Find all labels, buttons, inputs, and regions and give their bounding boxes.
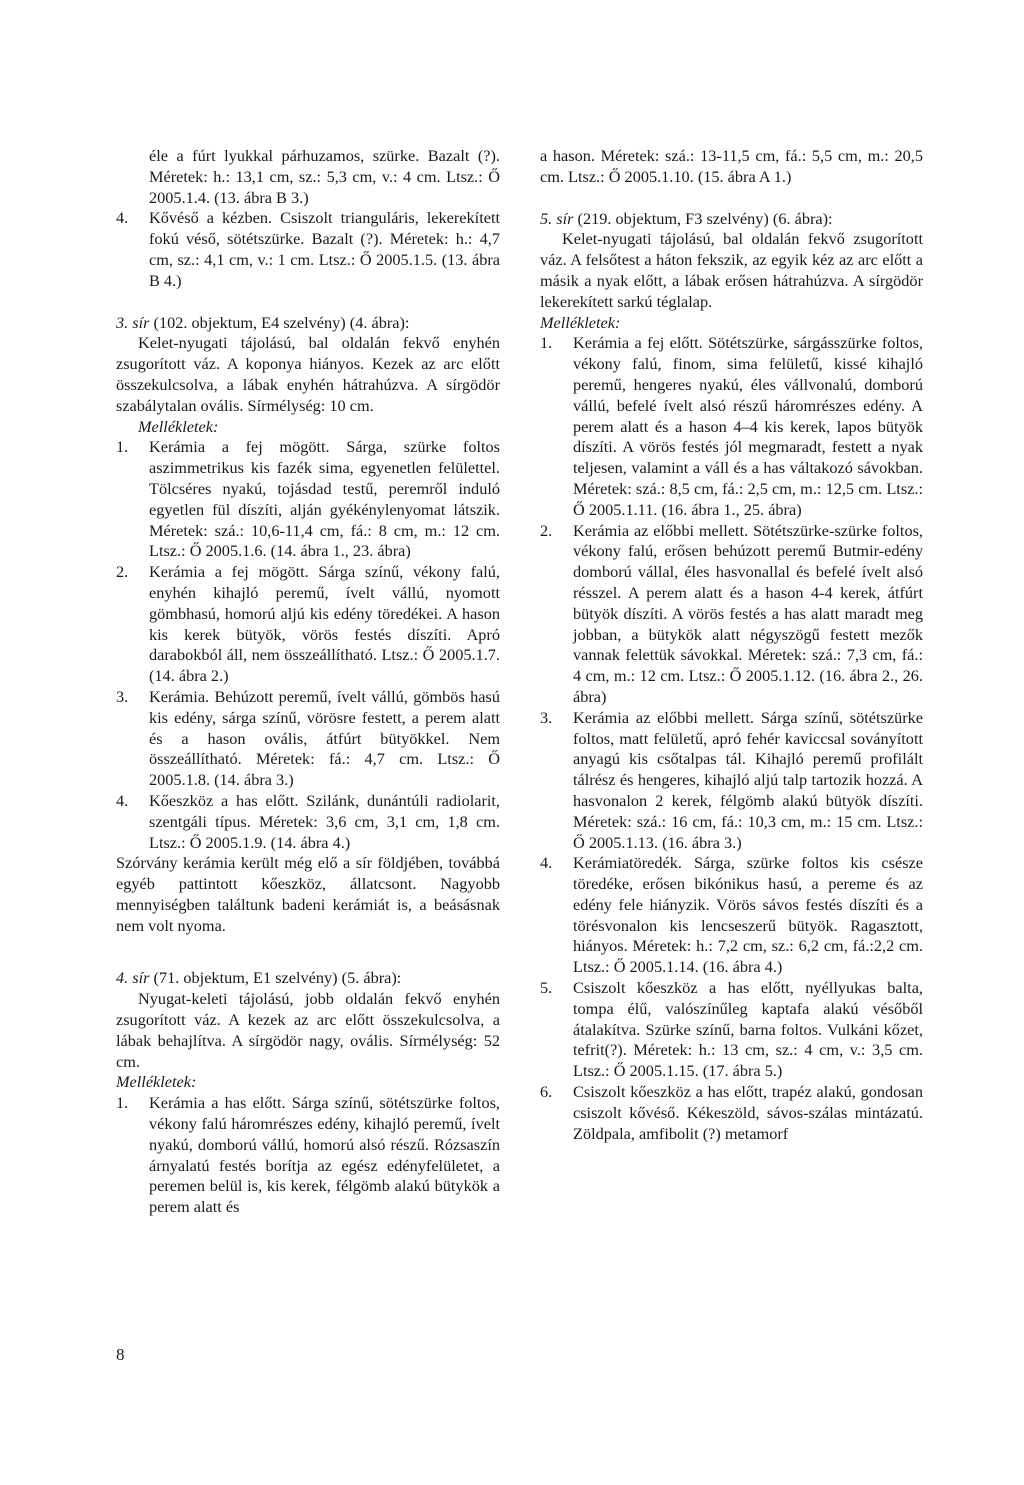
grave-5-heading: [540, 209, 923, 230]
item-text: Kerámia. Behúzott peremű, ívelt vállú, gömbös hasú kis edény, sárga színű, vörösre festett, a perem alatt és a hason ovális, átfúrt bütyökkel. Nem összeállítható. Méretek: fá.: 4,7 cm. Ltsz.: Ő 2005.1.8. (14. ábra 3.): [149, 686, 500, 790]
grave-3-description: Kelet-nyugati tájolású, bal oldalán fekvő enyhén zsugorított váz. A koponya hiányos. Kezek az arc előtt összekulcsolva, a lábak enyhén hátrahúzva. A sírgödör szabálytalan ovális. Sírmélység: 10 cm.: [116, 333, 500, 415]
grave-5-mellekletek-label: Mellékletek:: [540, 312, 621, 332]
item-number: 4.: [116, 208, 129, 228]
item-number: 4.: [540, 853, 553, 873]
grave-3-mellekletek-label: Mellékletek:: [138, 416, 219, 436]
list-item: [116, 437, 500, 562]
item-number: 1.: [116, 437, 129, 457]
list-item: [540, 333, 923, 520]
item-number: 3.: [116, 686, 129, 706]
item-text: Kerámiatöredék. Sárga, szürke foltos kis csésze töredéke, erősen bikónikus hasú, a pereme és az edény fele hiányzik. Vörös sávos festés díszíti és a törésvonalon kis lencseszerű bütyök. Ragasztott, hiányos. Méretek: h.: 7,2 cm, sz.: 6,2 cm, fá.:2,2 cm. Ltsz.: Ő 2005.1.14. (16. ábra 4.): [573, 853, 923, 977]
item-text: Csiszolt kőeszköz a has előtt, trapéz alakú, gondosan csiszolt kővéső. Kékeszöld, sávos-szálas mintázatú. Zöldpala, amfibolit (?) metamorf: [573, 1082, 923, 1143]
grave-4-title: 4. sír: [116, 968, 150, 988]
list-item: [540, 521, 923, 708]
item-text: Kővéső a kézben. Csiszolt trianguláris, lekerekített fokú véső, sötétszürke. Bazalt (?). Méretek: h.: 4,7 cm, sz.: 4,1 cm, v.: 1 cm. Ltsz.: Ő 2005.1.5. (13. ábra B 4.): [149, 208, 500, 290]
list-item: [116, 687, 500, 791]
grave-3-heading-rest: (102. objektum, E4 szelvény) (4. ábra):: [149, 312, 410, 332]
list-item: [540, 708, 923, 854]
grave-3-title: 3. sír: [116, 312, 150, 332]
item-text: Kerámia a fej mögött. Sárga, szürke foltos aszimmetrikus kis fazék sima, egyenetlen felülettel. Tölcséres nyakú, tojásdad testű, peremről induló egyetlen fül díszíti, alján gyékénylenyomat látszik. Méretek: szá.: 10,6-11,4 cm, fá.: 8 cm, m.: 12 cm. Ltsz.: Ő 2005.1.6. (14. ábra 1., 23. ábra): [149, 437, 500, 561]
grave-5-heading-rest: (219. objektum, F3 szelvény) (6. ábra):: [573, 208, 833, 228]
right-column: [540, 146, 923, 1144]
item-text: Kerámia az előbbi mellett. Sötétszürke-szürke foltos, vékony falú, erősen behúzott peremű Butmir-edény domború vállal, éles hasvonallal és befelé ívelt alsó résszel. A perem alatt és a hason 4-4 kerek, átfúrt bütyök díszíti. A vörös festés a has alatt maradt meg jobban, a bütykök alatt négyszögű festett mezők vannak felettük sávokkal. Méretek: szá.: 7,3 cm, fá.: 4 cm, m.: 12 cm. Ltsz.: Ő 2005.1.12. (16. ábra 2., 26. ábra): [573, 520, 923, 706]
list-item: [540, 853, 923, 978]
grave-4-mellekletek-label: Mellékletek:: [116, 1072, 197, 1092]
list-item: [116, 208, 500, 291]
item-text: Kerámia a fej mögött. Sárga színű, vékony falú, enyhén kihajló peremű, ívelt vállú, nyomott gömbhasú, homorú aljú kis edény töredékei. A hason kis kerek bütyök, vörös festés díszíti. Apró darabokból áll, nem összeállítható. Ltsz.: Ő 2005.1.7. (14. ábra 2.): [149, 562, 500, 686]
list-item: [116, 791, 500, 853]
grave-4-description: Nyugat-keleti tájolású, jobb oldalán fekvő enyhén zsugorított váz. A kezek az arc előtt összekulcsolva, a lábak behajlítva. A sírgödör nagy, ovális. Sírmélység: 52 cm.: [116, 989, 500, 1071]
item-number: 4.: [116, 790, 129, 810]
grave-5-description: Kelet-nyugati tájolású, bal oldalán fekvő zsugorított váz. A felsőtest a háton fekszik, az egyik kéz az arc előtt a másik a nyak előtt, a lábak erősen hátrahúzva. A sírgödör lekerekített sarkú téglalap.: [540, 229, 923, 311]
item-text: Csiszolt kőeszköz a has előtt, nyéllyukas balta, tompa élű, valószínűleg kaptafa alakú vésőből átalakítva. Szürke színű, barna foltos. Vulkáni kőzet, tefrit(?). Méretek: h.: 13 cm, sz.: 4 cm, v.: 3,5 cm. Ltsz.: Ő 2005.1.15. (17. ábra 5.): [573, 978, 923, 1081]
item-number: 3.: [540, 707, 553, 727]
item-number: 1.: [540, 333, 553, 353]
continued-item-text: a hason. Méretek: szá.: 13-11,5 cm, fá.: 5,5 cm, m.: 20,5 cm. Ltsz.: Ő 2005.1.10. (15. ábra A 1.): [540, 146, 923, 186]
page-number: 8: [116, 1345, 125, 1364]
item-text: Kerámia az előbbi mellett. Sárga színű, sötétszürke foltos, matt felületű, apró fehér kaviccsal soványított anyagú kis csőtalpas tál. Kihajló peremű profilált tálrész és hengeres, kihajló aljú talp tartozik hozzá. A hasvonalon 2 kerek, félgömb alakú bütyök díszíti. Méretek: szá.: 16 cm, fá.: 10,3 cm, m.: 15 cm. Ltsz.: Ő 2005.1.13. (16. ábra 3.): [573, 707, 923, 852]
list-item: [116, 1093, 500, 1218]
list-item: [116, 562, 500, 687]
item-text: Kerámia a fej előtt. Sötétszürke, sárgásszürke foltos, vékony falú, finom, sima felületű, kissé kihajló peremű, hengeres nyakú, éles vállvonalú, domború vállú, befelé ívelt alsó részű háromrészes edény. A perem alatt és a hason 4–4 kis kerek, lapos bütyök díszíti. A vörös festés jól megmaradt, festett a nyak teljesen, valamint a váll és a has váltakozó sávokban. Méretek: szá.: 8,5 cm, fá.: 2,5 cm, m.: 12,5 cm. Ltsz.: Ő 2005.1.11. (16. ábra 1., 25. ábra): [573, 333, 923, 519]
grave-3-heading: [116, 313, 500, 334]
grave-4-heading-rest: (71. objektum, E1 szelvény) (5. ábra):: [149, 968, 402, 988]
grave-3-remark: Szórvány kerámia került még elő a sír földjében, továbbá egyéb pattintott kőeszköz, állatcsont. Nagyobb mennyiségben találtunk badeni kerámiát is, a beásásnak nem volt nyoma.: [116, 853, 500, 935]
item-text: Kőeszköz a has előtt. Szilánk, dunántúli radiolarit, szentgáli típus. Méretek: 3,6 cm, 3,1 cm, 1,8 cm. Ltsz.: Ő 2005.1.9. (14. ábra 4.): [149, 790, 500, 852]
grave-4-heading: [116, 968, 500, 989]
left-column: [116, 146, 500, 1218]
item-number: 1.: [116, 1093, 129, 1113]
list-item: [540, 978, 923, 1082]
item-number: 2.: [116, 562, 129, 582]
item-text: Kerámia a has előtt. Sárga színű, sötétszürke foltos, vékony falú háromrészes edény, kihajló peremű, ívelt nyakú, domború vállú, homorú alsó részű. Rózsaszín árnyalatú festés borítja az egész edényfelületet, a peremen belül is, kis kerek, félgömb alakú bütykök a perem alatt és: [149, 1093, 500, 1217]
continued-item-text: éle a fúrt lyukkal párhuzamos, szürke. Bazalt (?). Méretek: h.: 13,1 cm, sz.: 5,3 cm, v.: 4 cm. Ltsz.: Ő 2005.1.4. (13. ábra B 3.): [149, 146, 500, 207]
item-number: 6.: [540, 1082, 553, 1102]
grave-5-title: 5. sír: [540, 208, 574, 228]
list-item: [540, 1082, 923, 1144]
item-number: 2.: [540, 520, 553, 540]
item-number: 5.: [540, 978, 553, 998]
